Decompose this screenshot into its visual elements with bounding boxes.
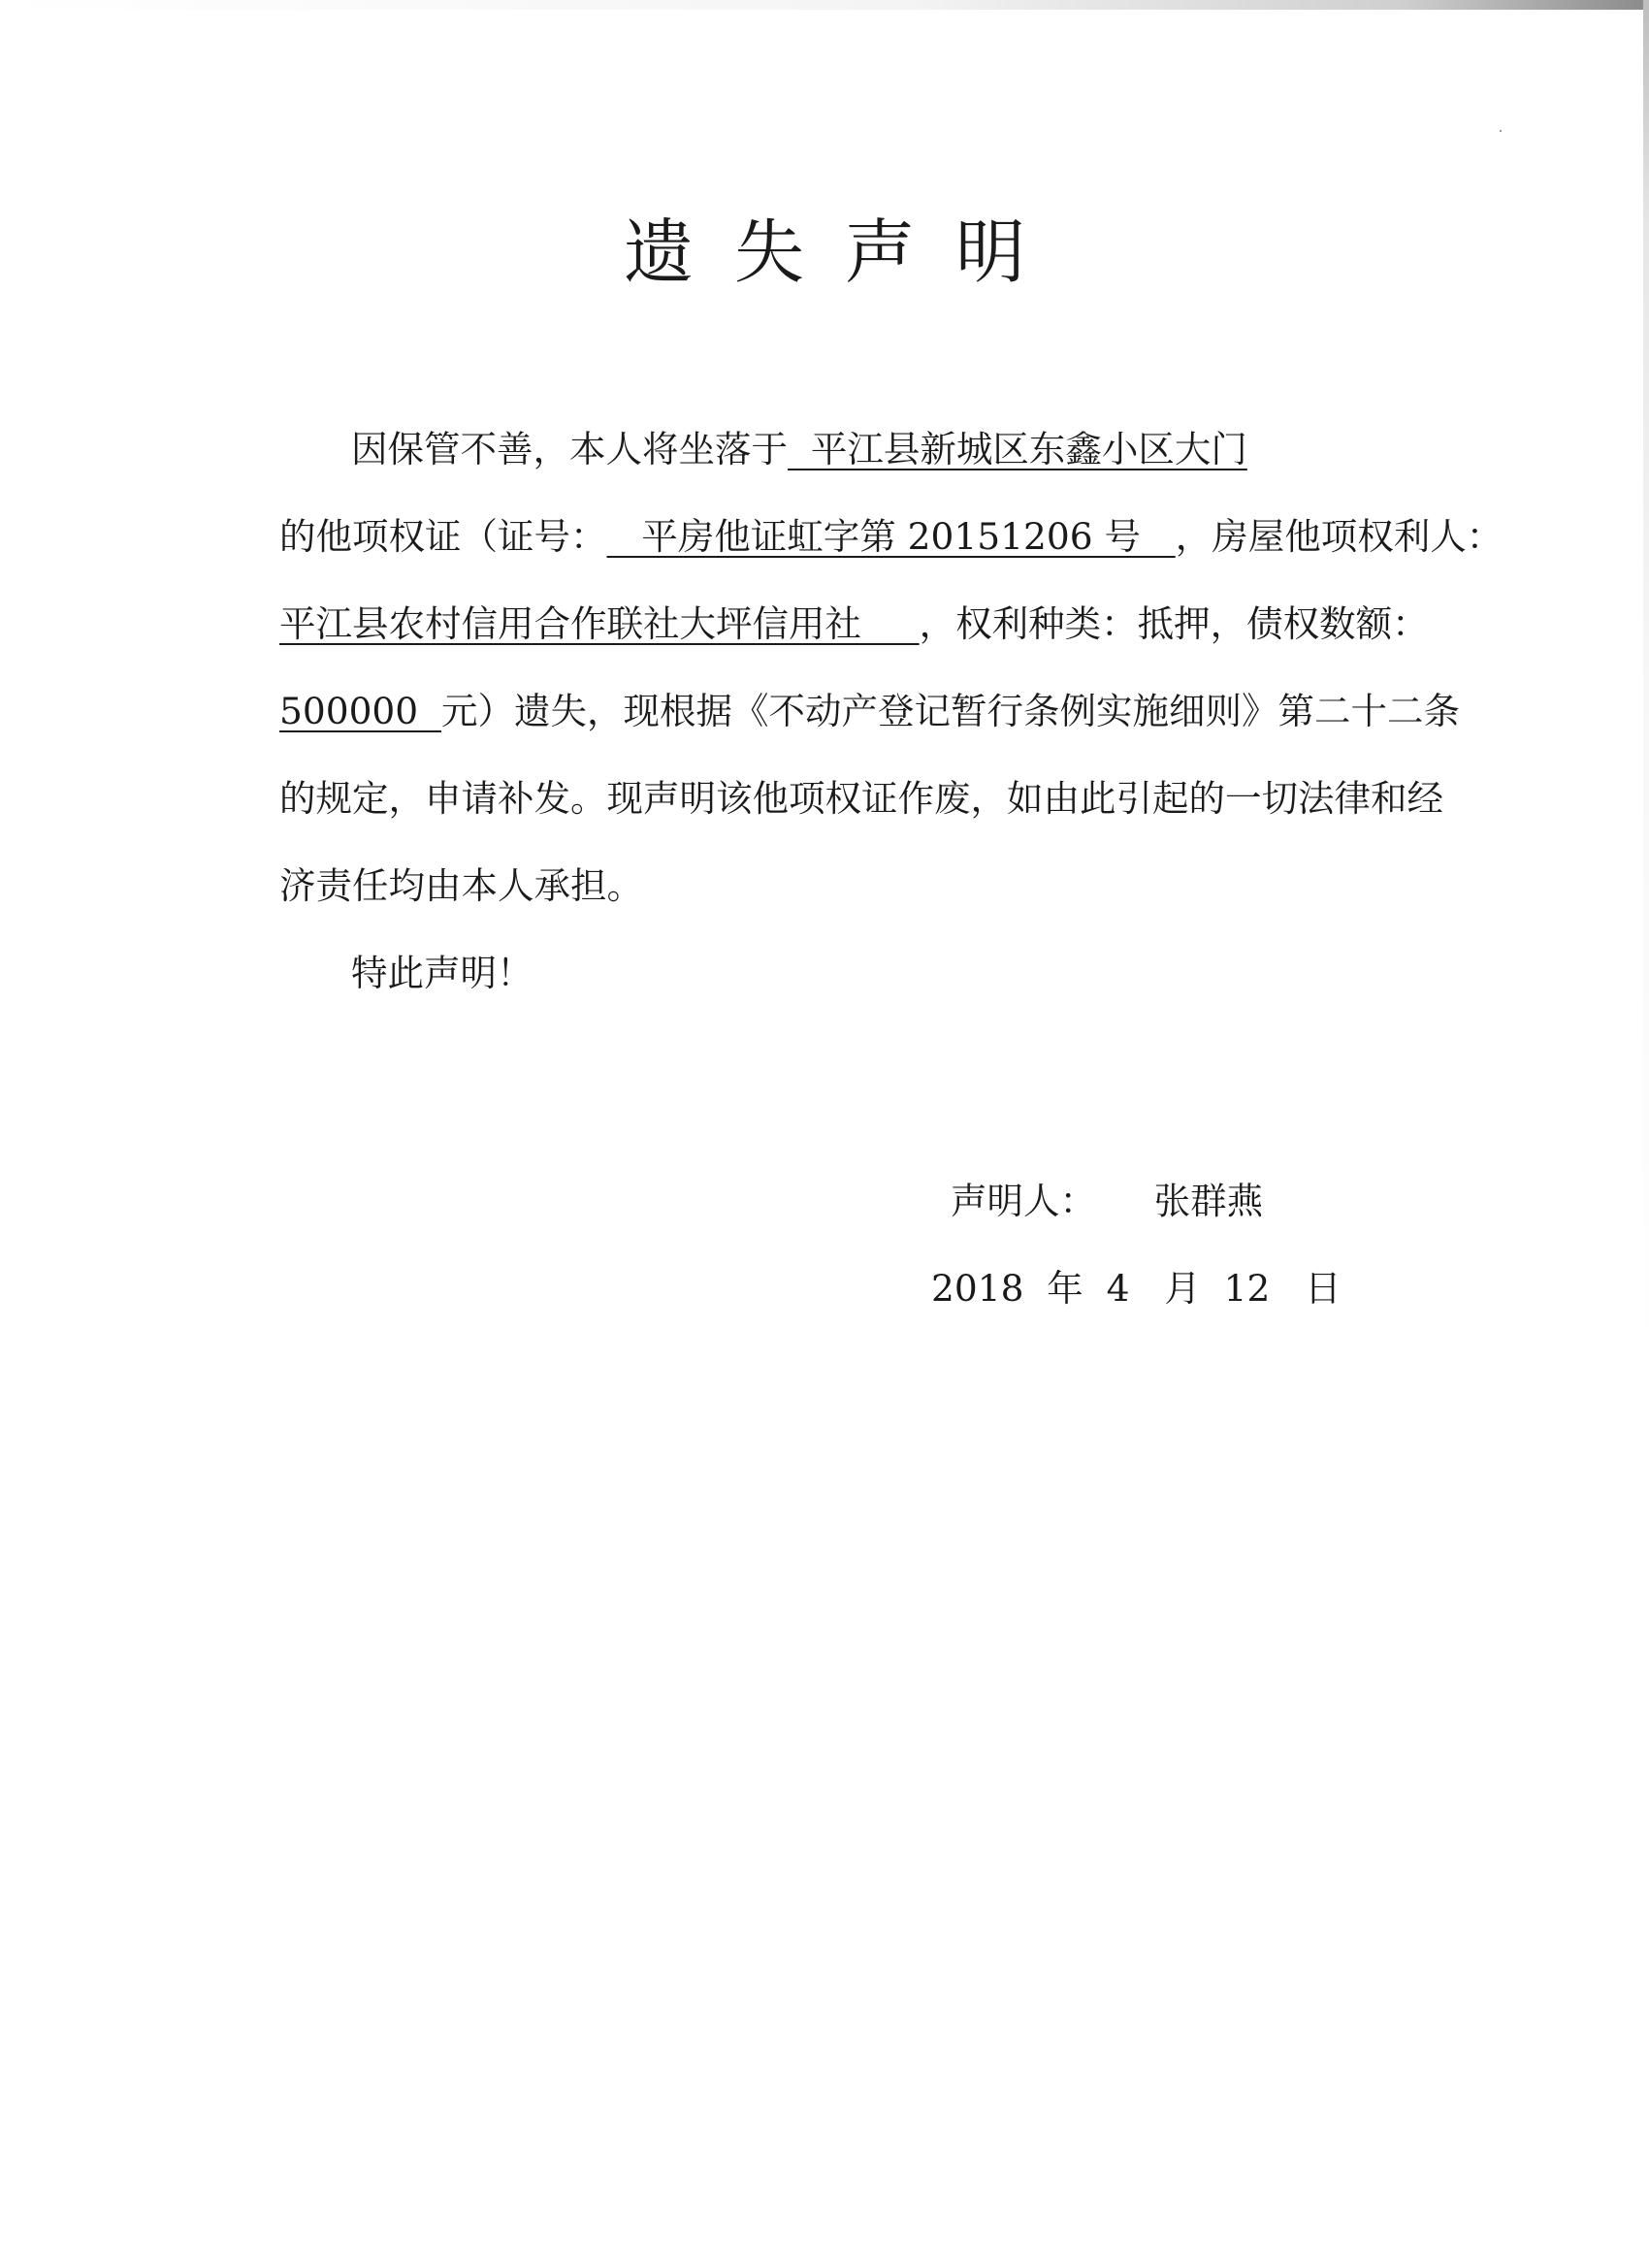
signer-row (951, 1172, 1263, 1230)
date-day-unit: 日 (1305, 1267, 1342, 1310)
body-line-6: 济责任均由本人承担。 (279, 864, 643, 907)
date-row (931, 1259, 1342, 1317)
closing-statement: 特此声明！ (351, 952, 534, 994)
line1-prefix: 因保管不善，本人将坐落于 (351, 428, 788, 470)
scan-edge-right (1643, 0, 1649, 2268)
line2-suffix: ，房屋他项权利人： (1175, 515, 1504, 558)
date-day: 12 (1223, 1267, 1271, 1310)
body-line-2 (279, 493, 1504, 580)
property-location: 平江县新城区东鑫小区大门 (788, 428, 1247, 470)
certificate-number: 平房他证虹字第 20151206 号 (606, 515, 1176, 558)
scan-edge-top (0, 0, 1649, 10)
date-year: 2018 (931, 1267, 1024, 1310)
body-line-1 (279, 405, 1401, 493)
signer-label: 声明人： (951, 1180, 1096, 1222)
body-line-3 (279, 580, 1429, 667)
line3-suffix: ，权利种类：抵押，债权数额： (919, 602, 1429, 645)
body-line-4 (279, 667, 1460, 755)
document-title: 遗失声明 (623, 211, 1066, 293)
date-year-unit: 年 (1047, 1267, 1083, 1310)
rights-holder: 平江县农村信用合作联社大坪信用社 (279, 602, 920, 645)
date-month: 4 (1106, 1267, 1130, 1310)
signer-name: 张群燕 (1153, 1180, 1264, 1222)
claim-amount: 500000 (279, 690, 441, 732)
body-line-5: 的规定，申请补发。现声明该他项权证作废，如由此引起的一切法律和经 (279, 777, 1443, 820)
line4-suffix: 元）遗失，现根据《不动产登记暂行条例实施细则》第二十二条 (441, 690, 1460, 732)
line2-prefix: 的他项权证（证号： (279, 515, 607, 558)
date-month-unit: 月 (1164, 1267, 1201, 1310)
declaration-body (279, 405, 1504, 1017)
scan-speck (1500, 130, 1502, 132)
